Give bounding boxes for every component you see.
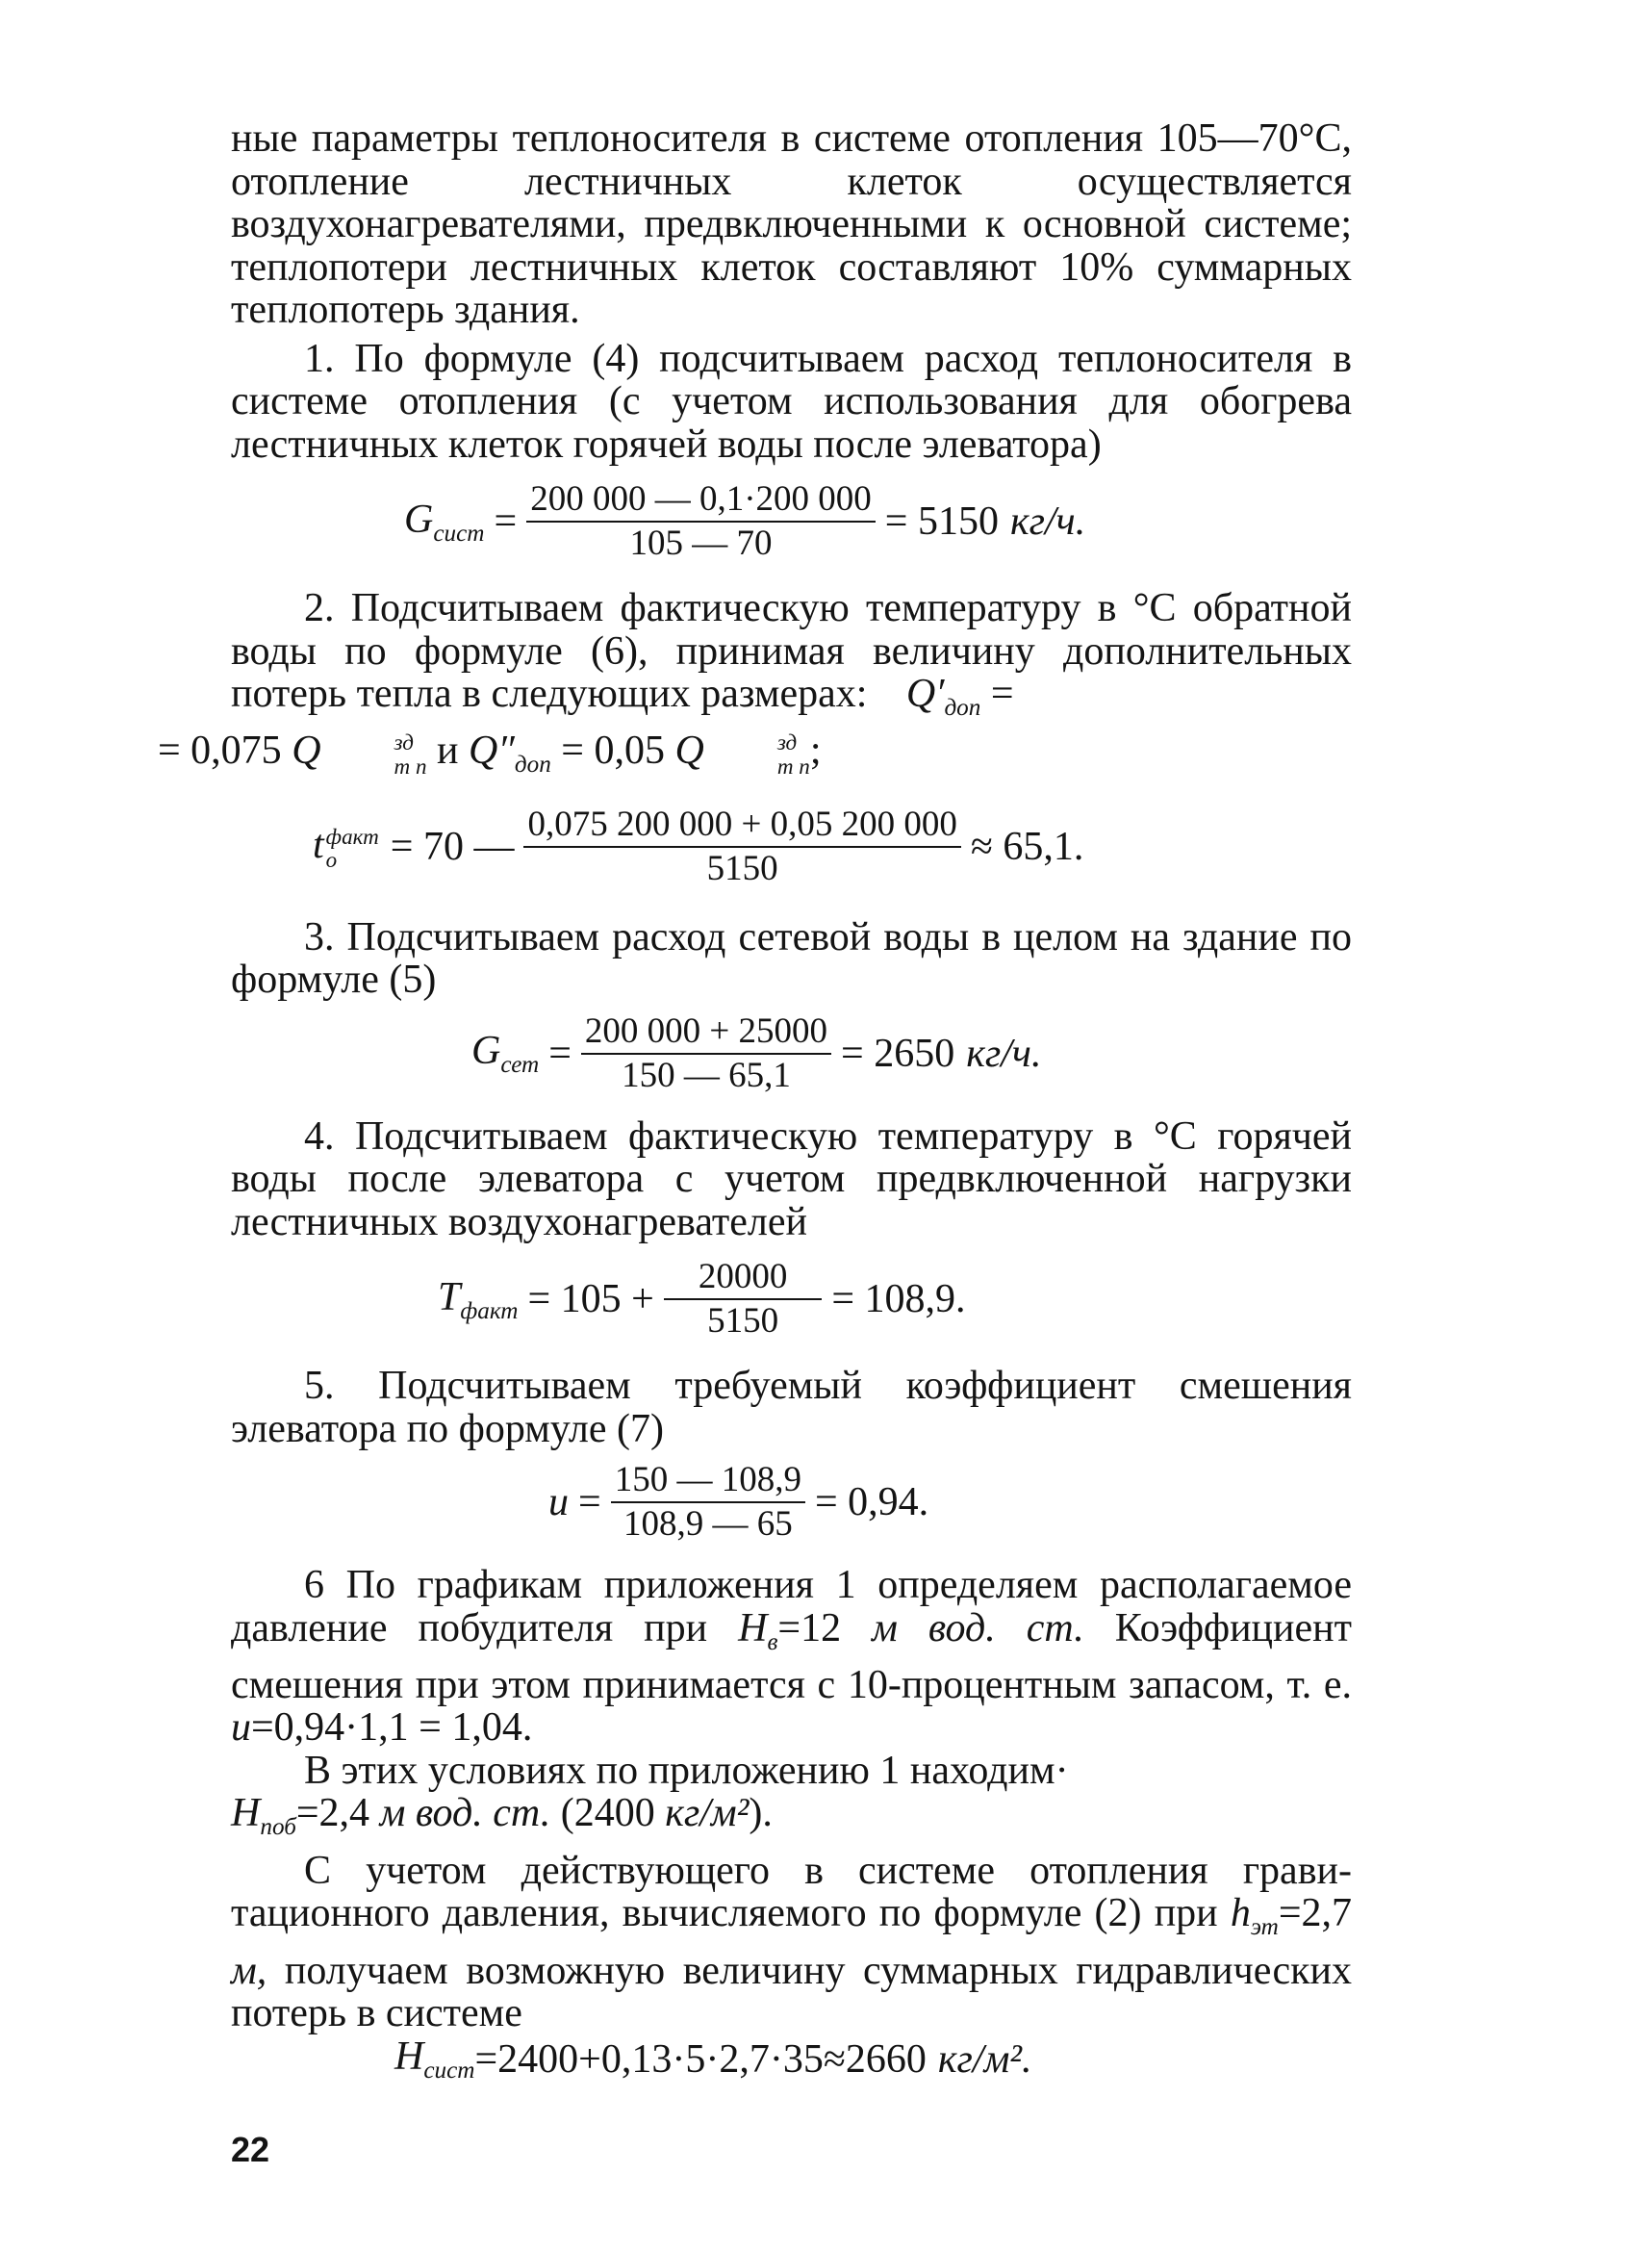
page-number: 22 <box>231 2130 270 2169</box>
h-et-value: =2,7 <box>1278 1891 1352 1936</box>
formula-symbol: $T_{факт}$ <box>438 1274 519 1324</box>
u-value: =0,94·1,1 = 1,04. <box>251 1705 533 1751</box>
formula-symbol: u <box>548 1480 569 1525</box>
formula-fraction <box>523 804 960 890</box>
pressure-paren: (2400 <box>560 1791 655 1836</box>
step-4-paragraph: 4. Подсчитываем фактическую температуру в °С горячей воды после элеватора с учетом предвключенной нагрузки лестничных воздухонагревателей <box>231 1113 1352 1244</box>
formula-fraction <box>664 1256 823 1343</box>
fraction-numerator: 150 — 108,9 <box>611 1459 805 1503</box>
step-1-paragraph: 1. По формуле (4) подсчитываем расход теплоносителя в системе отопления (с учетом использования для обогрева лестничных клеток горячей воды после элеватора) <box>231 336 1352 467</box>
formula-h-sist <box>231 2035 1352 2084</box>
formula-result: ≈ 65,1. <box>970 824 1084 869</box>
formula-g-sist <box>231 472 1352 572</box>
u-symbol: u <box>231 1705 251 1751</box>
formula-result: = 0,94. <box>814 1480 929 1525</box>
formula-result: = 108,9. <box>831 1277 966 1322</box>
unit-kg-m2: кг/м² <box>665 1791 750 1836</box>
fraction-denominator: 105 — 70 <box>629 524 773 563</box>
formula-result: = 5150 <box>884 499 999 544</box>
formula-unit: кг/м². <box>937 2036 1032 2082</box>
h-v-symbol: $H_в$ <box>738 1605 778 1655</box>
semicolon: ; <box>809 729 822 774</box>
conditions-paragraph <box>231 1750 1352 1850</box>
fraction-denominator: 150 — 65,1 <box>622 1055 791 1095</box>
paren-close: ). <box>749 1791 773 1836</box>
formula-start: = 105 + <box>527 1277 654 1322</box>
formula-unit: кг/ч. <box>1009 499 1086 544</box>
step-3-paragraph: 3. Подсчитываем расход сетевой воды в целом на здание по формуле (5) <box>231 914 1352 1003</box>
q-tp-symbol: Q зд т п <box>292 729 427 779</box>
unit-m-vod-st: м вод. ст. <box>872 1605 1084 1650</box>
unit-m-vod-st-2: м вод. ст. <box>379 1791 551 1836</box>
conditions-text: В этих условиях по приложению 1 находим· <box>304 1748 1069 1793</box>
fraction-numerator: 20000 <box>664 1256 823 1300</box>
formula-t-fakt-hot <box>231 1249 1352 1349</box>
formula-equals: = <box>494 499 518 544</box>
formula-symbol: $H_{сист}$ <box>394 2034 475 2084</box>
formula-g-set <box>231 1008 1352 1100</box>
formula-subscript: сист <box>423 2057 475 2084</box>
h-pob-symbol: $H_{поб}$ <box>231 1791 296 1841</box>
h-pob-value: =2,4 <box>295 1791 370 1836</box>
step-6-text-cont: Коэффициент смешения при этом принимается с 10-процентным запасом, т. е. <box>231 1605 1352 1707</box>
step-2-paragraph <box>158 586 1352 787</box>
equals-sign: = <box>990 672 1014 716</box>
coef-0075: = 0,075 <box>158 729 282 774</box>
formula-t-fakt <box>231 793 1352 901</box>
formula-subscript: факт <box>460 1297 519 1324</box>
formula-symbol: $G_{сет}$ <box>471 1029 540 1079</box>
fraction-denominator: 108,9 — 65 <box>623 1504 793 1545</box>
formula-subscript: сет <box>500 1052 540 1079</box>
formula-equals: = <box>548 1031 572 1076</box>
fraction-denominator: 5150 <box>706 848 778 888</box>
formula-subscript: сист <box>433 520 485 547</box>
formula-fraction <box>526 478 876 565</box>
fraction-numerator: 200 000 + 25000 <box>581 1010 831 1055</box>
h-v-value: =12 <box>777 1605 842 1650</box>
and-word: и <box>437 729 459 774</box>
h-et-symbol: $h_{эт}$ <box>1230 1891 1279 1941</box>
formula-subscript: о <box>325 847 338 873</box>
step-6-paragraph <box>231 1564 1352 1750</box>
q-dop-double-prime-symbol: $Q''_{доп}$ <box>469 729 551 779</box>
formula-fraction <box>611 1459 805 1546</box>
gravitational-text: С учетом действующего в системе отопления гравитационного давления, вычисляемого по формуле (2) при <box>231 1848 1352 1936</box>
step-6-text: 6 По графикам приложения 1 определяем располагаемое давление побудителя при <box>231 1563 1352 1650</box>
formula-u <box>231 1456 1352 1548</box>
step-2-text: 2. Подсчитываем фактическую температуру в °С обратной воды по формуле (6), принимая величину дополнительных потерь тепла в следующих размерах: <box>231 586 1352 716</box>
formula-equals: = <box>578 1480 601 1525</box>
formula-superscript: факт <box>325 823 379 849</box>
formula-result: = 2650 <box>841 1031 955 1076</box>
q-tp-symbol-2: Q зд т п <box>674 729 810 779</box>
page-text <box>158 116 1352 2084</box>
gravitational-paragraph <box>231 1850 1352 2035</box>
fraction-denominator: 5150 <box>707 1301 779 1342</box>
fraction-numerator: 200 000 — 0,1·200 000 <box>526 478 876 523</box>
unit-m: м, <box>231 1948 267 1993</box>
step-5-paragraph: 5. Подсчитываем требуемый коэффициент смешения элеватора по формуле (7) <box>231 1364 1352 1451</box>
formula-unit: кг/ч. <box>966 1031 1042 1076</box>
gravitational-text-cont: получаем возможную величину суммарных гидравлических потерь в системе <box>231 1948 1352 2036</box>
intro-paragraph: ные параметры теплоносителя в системе отопления 105—70°С, отопление лестничных клеток осуществляется воздухонагревателями, предвключенными к основной системе; теплопотери лестничных клеток составляют 10% суммарных теплопотерь здания. <box>231 116 1352 332</box>
formula-fraction <box>581 1010 831 1097</box>
formula-symbol: t факт о <box>313 822 379 873</box>
q-dop-prime-symbol: $Q'_{доп}$ <box>905 672 981 721</box>
formula-expression: =2400+0,13·5·2,7·35≈2660 <box>474 2036 927 2082</box>
formula-symbol: $G_{сист}$ <box>404 497 485 547</box>
coef-005: = 0,05 <box>561 729 665 774</box>
formula-start: = 70 — <box>390 824 515 869</box>
fraction-numerator: 0,075 200 000 + 0,05 200 000 <box>523 804 960 848</box>
